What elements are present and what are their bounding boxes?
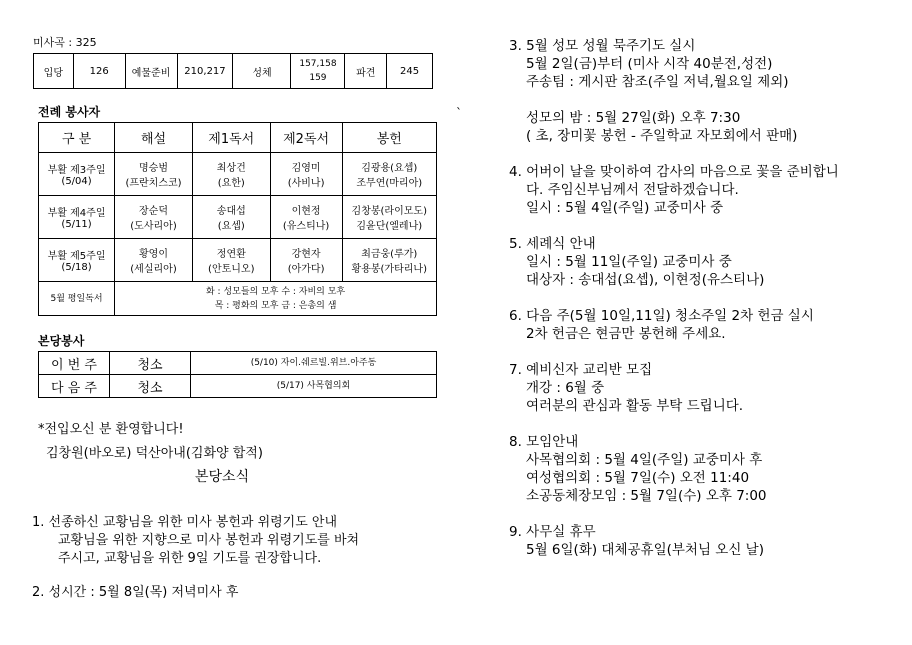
- detail-cell: (5/17) 사목협의회: [191, 375, 437, 398]
- news-item: 2. 성시간 : 5월 8일(목) 저녁미사 후: [32, 585, 239, 600]
- notice-line: 다. 주임신부님께서 전달하겠습니다.: [526, 182, 739, 198]
- notice-item: 8. 모임안내: [509, 434, 579, 450]
- reading1-cell: 최상건 (요한): [192, 153, 270, 196]
- week-cell: 다 음 주: [39, 375, 110, 398]
- offering-cell: 김광용(요셉) 조무연(마리아): [342, 153, 436, 196]
- hymn-value: 159: [309, 73, 327, 83]
- notice-item: 3. 5월 성모 성월 묵주기도 실시: [509, 38, 696, 54]
- week-cell: 이 번 주: [39, 352, 110, 375]
- reading1-cell: 송대섭 (요셉): [192, 196, 270, 239]
- notice-line: 2차 헌금은 현금만 봉헌해 주세요.: [526, 326, 726, 342]
- weekday-line: 목 : 평화의 모후 금 : 은총의 샘: [214, 300, 337, 311]
- hymn-table: [33, 53, 433, 89]
- commentary-cell: 장순덕 (도사리아): [115, 196, 193, 239]
- commentary-cell: 명승범 (프란치스코): [115, 153, 193, 196]
- table-row: [39, 375, 437, 398]
- news-title: 본당소식: [195, 469, 250, 485]
- reading2-cell: 이현정 (유스티나): [270, 196, 342, 239]
- welcome-line: *전입오신 분 환영합니다!: [38, 422, 184, 437]
- notice-item: 7. 예비신자 교리반 모집: [509, 362, 653, 378]
- news-item: 1. 선종하신 교황님을 위한 미사 봉헌과 위령기도 안내: [32, 515, 338, 530]
- date-cell: 부활 제4주일 (5/11): [39, 196, 115, 239]
- liturgy-title: 전례 봉사자: [38, 105, 101, 119]
- date-cell: 부활 제3주일 (5/04): [39, 153, 115, 196]
- table-row: [39, 153, 437, 196]
- reading2-cell: 강현자 (아가다): [270, 239, 342, 282]
- notice-line: 5월 6일(화) 대체공휴일(부처님 오신 날): [526, 542, 764, 558]
- notice-line: 일시 : 5월 4일(주일) 교중미사 중: [526, 200, 724, 216]
- notice-line: 일시 : 5월 11일(주일) 교중미사 중: [526, 254, 732, 270]
- hymn-cell: 성체: [233, 54, 291, 89]
- hymn-cell: 126: [73, 54, 125, 89]
- table-header: 제2독서: [270, 123, 342, 153]
- notice-line: 여러분의 관심과 활동 부탁 드립니다.: [526, 398, 744, 414]
- service-title: 본당봉사: [38, 334, 85, 348]
- notice-item: 4. 어버이 날을 맞이하여 감사의 마음으로 꽃을 준비합니: [509, 164, 839, 180]
- table-header: 해설: [115, 123, 193, 153]
- notice-item: 9. 사무실 휴무: [509, 524, 596, 540]
- task-cell: 청소: [110, 375, 191, 398]
- hymn-cell: 예물준비: [125, 54, 177, 89]
- table-header: 구 분: [39, 123, 115, 153]
- notice-line: 5월 2일(금)부터 (미사 시작 40분전,성전): [526, 56, 773, 72]
- hymn-value: 157,158: [299, 59, 337, 69]
- stray-mark: `: [456, 106, 462, 120]
- news-item-line: 교황님을 위한 지향으로 미사 봉헌과 위령기도를 바쳐: [58, 533, 360, 548]
- liturgy-table: [38, 122, 437, 316]
- table-header: 제1독서: [192, 123, 270, 153]
- notice-line: 여성협의회 : 5월 7일(수) 오전 11:40: [526, 470, 750, 486]
- hymn-cell: [291, 54, 345, 89]
- detail-cell: (5/10) 자이.쉐르빌.위브.아주동: [191, 352, 437, 375]
- notice-line: 사목협의회 : 5월 4일(주일) 교중미사 후: [526, 452, 763, 468]
- notice-line: 성모의 밤 : 5월 27일(화) 오후 7:30: [526, 110, 741, 126]
- news-item-line: 주시고, 교황님을 위한 9일 기도를 권장합니다.: [58, 551, 322, 566]
- weekday-readings: [115, 282, 437, 316]
- notice-item: 6. 다음 주(5월 10일,11일) 청소주일 2차 헌금 실시: [509, 308, 814, 324]
- reading1-cell: 정연환 (안토니오): [192, 239, 270, 282]
- mass-number: 미사곡 : 325: [33, 36, 97, 49]
- table-row: [39, 196, 437, 239]
- weekday-line: 화 : 성모들의 모후 수 : 자비의 모후: [206, 286, 346, 297]
- task-cell: 청소: [110, 352, 191, 375]
- table-row: [39, 352, 437, 375]
- hymn-cell: 245: [387, 54, 433, 89]
- hymn-cell: 입당: [34, 54, 74, 89]
- hymn-cell: 파견: [345, 54, 387, 89]
- date-cell: 부활 제5주일 (5/18): [39, 239, 115, 282]
- offering-cell: 최금웅(루가) 황용봉(가타리나): [342, 239, 436, 282]
- table-row: [39, 239, 437, 282]
- commentary-cell: 황영이 (세실리아): [115, 239, 193, 282]
- notice-line: ( 초, 장미꽃 봉헌 - 주일학교 자모회에서 판매): [526, 128, 798, 144]
- notice-line: 주송팀 : 게시판 참조(주일 저녁,월요일 제외): [526, 74, 789, 90]
- weekday-label: 5월 평일독서: [39, 282, 115, 316]
- notice-line: 대상자 : 송대섭(요셉), 이현정(유스티나): [526, 272, 765, 288]
- service-table: [38, 351, 437, 398]
- offering-cell: 김창봉(라이모도) 김윤단(엘레나): [342, 196, 436, 239]
- notice-line: 개강 : 6월 중: [526, 380, 605, 396]
- table-row: [39, 282, 437, 316]
- welcome-names: 김창원(바오로) 덕산아내(김화양 합적): [46, 446, 263, 461]
- notice-item: 5. 세례식 안내: [509, 236, 596, 252]
- reading2-cell: 김영미 (사비나): [270, 153, 342, 196]
- table-header: 봉헌: [342, 123, 436, 153]
- notice-line: 소공동체장모임 : 5월 7일(수) 오후 7:00: [526, 488, 767, 504]
- hymn-cell: 210,217: [177, 54, 233, 89]
